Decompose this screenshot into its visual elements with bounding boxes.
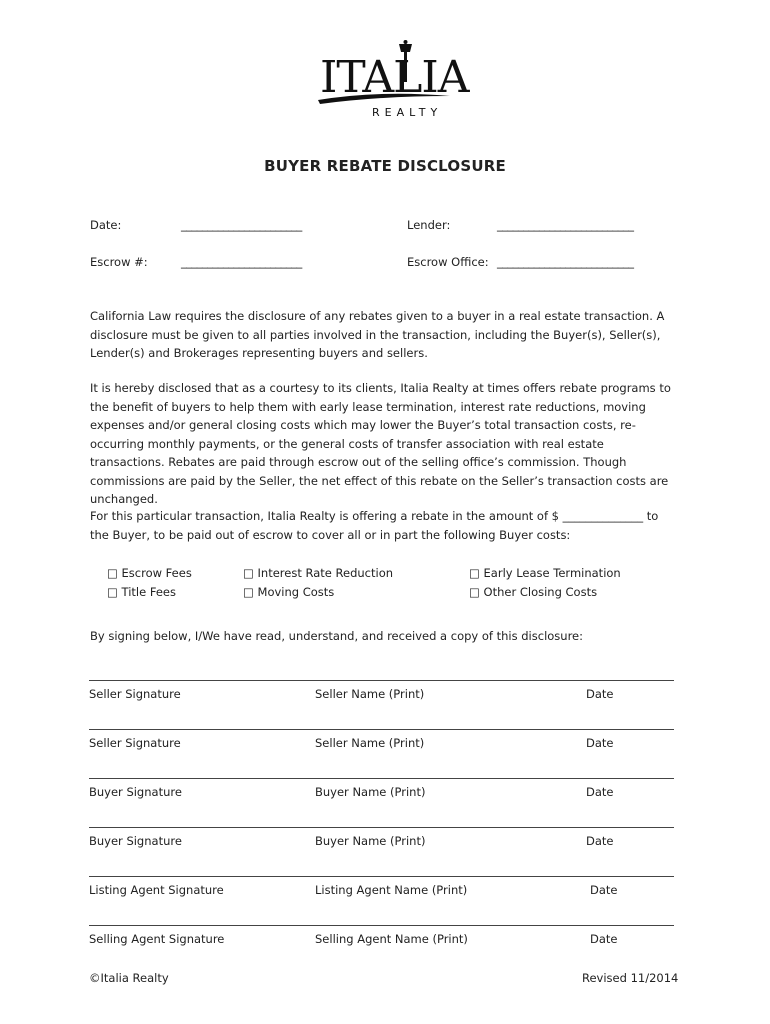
checkbox-icon: □	[107, 566, 118, 580]
checkbox-interest-rate-reduction[interactable]	[243, 566, 393, 580]
footer-revision: Revised 11/2014	[582, 971, 679, 985]
checkbox-other-closing-costs[interactable]	[469, 585, 597, 599]
checkbox-icon: □	[469, 566, 480, 580]
checkbox-label: Escrow Fees	[121, 566, 192, 580]
checkbox-label: Interest Rate Reduction	[257, 566, 394, 580]
date-field[interactable]: _______________________	[181, 218, 302, 232]
signature-line[interactable]	[89, 827, 674, 828]
signature-line[interactable]	[89, 778, 674, 779]
date-label: Date	[590, 883, 618, 897]
escrow-number-label: Escrow #:	[90, 255, 148, 269]
lender-label: Lender:	[407, 218, 451, 232]
logo-wordmark: ITALIA	[320, 52, 469, 103]
signature-label: Seller Signature	[89, 687, 181, 701]
checkbox-label: Other Closing Costs	[483, 585, 598, 599]
rebate-program-paragraph: It is hereby disclosed that as a courtesy to its clients, Italia Realty at times offers rebate programs to the benefit of buyers to help them with early lease termination, interest rate reductions, moving expenses and/or general closing costs which may lower the Buyer’s total transaction costs, re-occurring monthly payments, or the general costs of transfer association with real estate transactions. Rebates are paid through escrow out of the selling office’s commission. Though commissions are paid by the Seller, the net effect of this rebate on the Seller’s transaction costs are unchanged.	[90, 381, 671, 506]
checkbox-icon: □	[243, 585, 254, 599]
print-name-label: Listing Agent Name (Print)	[315, 883, 468, 897]
signature-line[interactable]	[89, 925, 674, 926]
date-label: Date	[586, 834, 614, 848]
signature-line[interactable]	[89, 729, 674, 730]
lender-field[interactable]: __________________________	[497, 218, 634, 232]
escrow-office-label: Escrow Office:	[407, 255, 489, 269]
date-label: Date	[586, 687, 614, 701]
date-label: Date	[590, 932, 618, 946]
date-label: Date	[586, 785, 614, 799]
signature-label: Seller Signature	[89, 736, 181, 750]
checkbox-title-fees[interactable]	[107, 585, 176, 599]
signature-line[interactable]	[89, 680, 674, 681]
page-title: BUYER REBATE DISCLOSURE	[264, 157, 506, 175]
checkbox-label: Moving Costs	[257, 585, 335, 599]
disclosure-law-paragraph: California Law requires the disclosure of any rebates given to a buyer in a real estate transaction. A disclosure must be given to all parties involved in the transaction, including the Buyer(s), Seller(s), Lender(s) and Brokerages representing buyers and sellers.	[90, 309, 665, 360]
logo-subtitle: REALTY	[372, 106, 443, 119]
checkbox-label: Early Lease Termination	[483, 566, 621, 580]
date-label: Date:	[90, 218, 122, 232]
rebate-amount-paragraph: For this particular transaction, Italia Realty is offering a rebate in the amount of $ ______________ to the Buyer, to be paid out of escrow to cover all or in part the following Buyer costs:	[90, 509, 659, 542]
checkbox-icon: □	[243, 566, 254, 580]
signature-label: Buyer Signature	[89, 834, 182, 848]
checkbox-icon: □	[107, 585, 118, 599]
escrow-office-field[interactable]: __________________________	[497, 255, 634, 269]
print-name-label: Seller Name (Print)	[315, 687, 425, 701]
checkbox-icon: □	[469, 585, 480, 599]
signature-line[interactable]	[89, 876, 674, 877]
checkbox-early-lease-termination[interactable]	[469, 566, 621, 580]
print-name-label: Seller Name (Print)	[315, 736, 425, 750]
print-name-label: Selling Agent Name (Print)	[315, 932, 468, 946]
print-name-label: Buyer Name (Print)	[315, 785, 426, 799]
acknowledgement-text: By signing below, I/We have read, understand, and received a copy of this disclosure:	[90, 629, 584, 643]
checkbox-moving-costs[interactable]	[243, 585, 334, 599]
footer-copyright: ©Italia Realty	[89, 971, 169, 985]
checkbox-escrow-fees[interactable]	[107, 566, 192, 580]
signature-label: Buyer Signature	[89, 785, 182, 799]
date-label: Date	[586, 736, 614, 750]
signature-label: Listing Agent Signature	[89, 883, 224, 897]
print-name-label: Buyer Name (Print)	[315, 834, 426, 848]
checkbox-label: Title Fees	[121, 585, 176, 599]
escrow-number-field[interactable]: _______________________	[181, 255, 302, 269]
signature-label: Selling Agent Signature	[89, 932, 225, 946]
